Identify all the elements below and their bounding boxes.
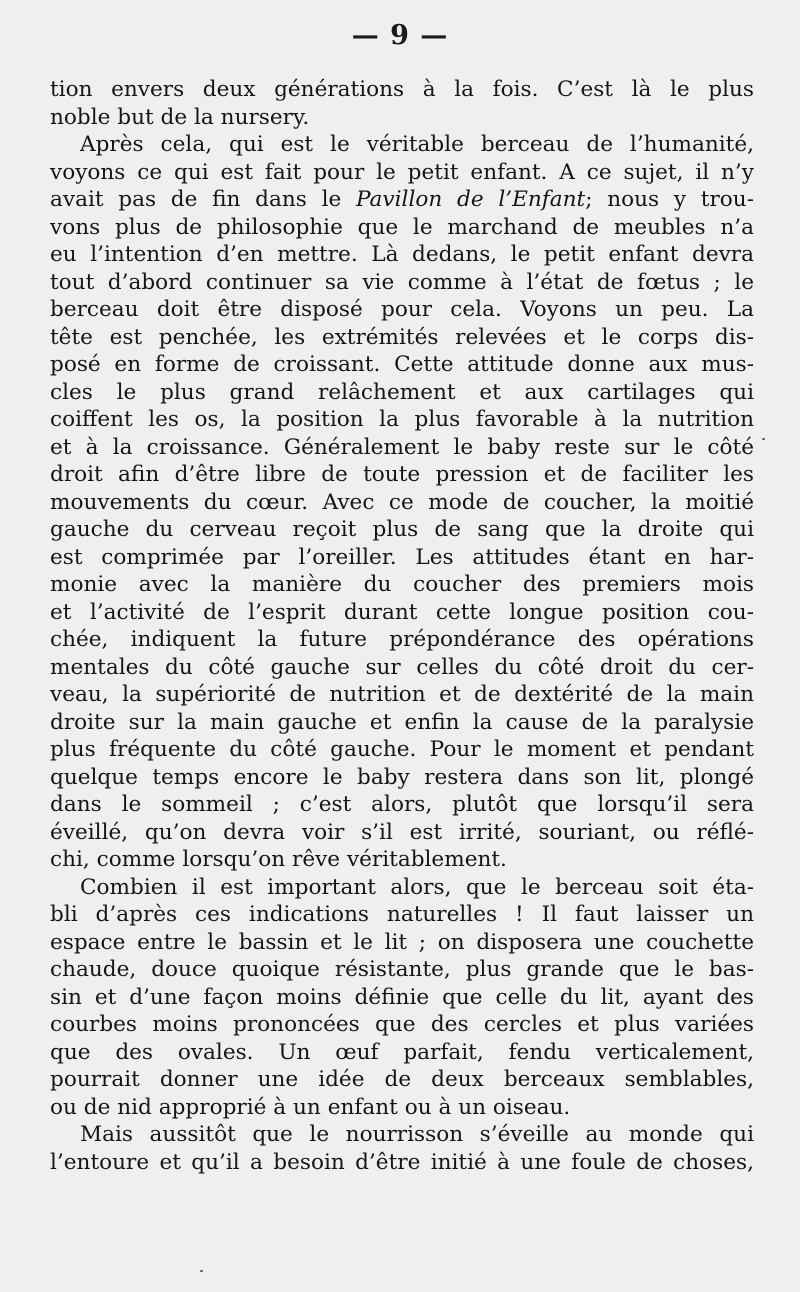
text-line: est comprimée par l’oreiller. Les attitudes étant en har- (50, 544, 754, 570)
text-line: dans le sommeil ; c’est alors, plutôt que lorsqu’il sera (50, 792, 754, 817)
text-line: Mais aussitôt que le nourrisson s’éveille au monde qui (80, 1122, 754, 1147)
text-line: courbes moins prononcées que des cercles et plus variées (50, 1012, 754, 1037)
text-line: et à la croissance. Généralement le baby reste sur le côté (50, 434, 754, 460)
text-line-with-italic (50, 186, 754, 214)
paper-speck (200, 1270, 203, 1272)
text-segment: ; nous y trou- (585, 187, 754, 212)
page-number: — 9 — (351, 20, 449, 51)
text-line: l’entoure et qu’il a besoin d’être initié à une foule de choses, (50, 1149, 754, 1175)
text-line: droit afin d’être libre de toute pression et de faciliter les (50, 462, 754, 487)
text-line: eu l’intention d’en mettre. Là dedans, le petit enfant devra (50, 242, 754, 267)
text-line: ou de nid approprié à un enfant ou à un oiseau. (50, 1094, 571, 1120)
text-line: mentales du côté gauche sur celles du côté droit du cer- (50, 654, 754, 680)
text-line: gauche du cerveau reçoit plus de sang que la droite qui (50, 517, 754, 542)
text-segment: avait pas de fin dans le (50, 187, 342, 212)
text-line: berceau doit être disposé pour cela. Voyons un peu. La (50, 297, 754, 322)
text-line: et l’activité de l’esprit durant cette longue position cou- (50, 599, 754, 625)
text-line: que des ovales. Un œuf parfait, fendu verticalement, (50, 1039, 754, 1065)
text-line: veau, la supériorité de nutrition et de dextérité de la main (50, 682, 754, 707)
text-line: chi, comme lorsqu’on rêve véritablement. (50, 847, 507, 872)
text-line: bli d’après ces indications naturelles ! Il faut laisser un (50, 902, 754, 927)
paper-speck (762, 438, 765, 440)
text-line: mouvements du cœur. Avec ce mode de coucher, la moitié (50, 489, 754, 515)
text-line: chaude, douce quoique résistante, plus grande que le bas- (50, 957, 754, 982)
text-line: monie avec la manière du coucher des premiers mois (50, 572, 754, 597)
text-line: sin et d’une façon moins définie que celle du lit, ayant des (50, 984, 754, 1010)
text-line: tout d’abord continuer sa vie comme à l’état de fœtus ; le (50, 269, 754, 295)
text-line: Combien il est important alors, que le berceau soit éta- (80, 874, 754, 900)
text-line: espace entre le bassin et le lit ; on disposera une couchette (50, 929, 754, 955)
text-line: droite sur la main gauche et enfin la cause de la paralysie (50, 709, 754, 735)
text-line: coiffent les os, la position la plus favorable à la nutrition (50, 407, 754, 432)
text-line: plus fréquente du côté gauche. Pour le moment et pendant (50, 737, 754, 762)
text-line: quelque temps encore le baby restera dans son lit, plongé (50, 764, 754, 790)
text-line: vons plus de philosophie que le marchand de meubles n’a (50, 214, 754, 240)
text-line: chée, indiquent la future prépondérance des opérations (50, 627, 754, 652)
text-line: noble but de la nursery. (50, 104, 310, 130)
text-line: cles le plus grand relâchement et aux cartilages qui (50, 379, 754, 405)
page-body (50, 76, 754, 1176)
text-line: posé en forme de croissant. Cette attitude donne aux mus- (50, 352, 754, 377)
text-line: éveillé, qu’on devra voir s’il est irrité, souriant, ou réflé- (50, 819, 754, 845)
text-line: voyons ce qui est fait pour le petit enfant. A ce sujet, il n’y (50, 159, 754, 185)
text-line: pourrait donner une idée de deux berceaux semblables, (50, 1067, 754, 1092)
italic-title: Pavillon de l’Enfant (356, 187, 586, 212)
text-line: tête est penchée, les extrémités relevées et le corps dis- (50, 324, 754, 350)
text-line: tion envers deux générations à la fois. C’est là le plus (50, 77, 754, 102)
text-line: Après cela, qui est le véritable berceau de l’humanité, (80, 132, 754, 157)
